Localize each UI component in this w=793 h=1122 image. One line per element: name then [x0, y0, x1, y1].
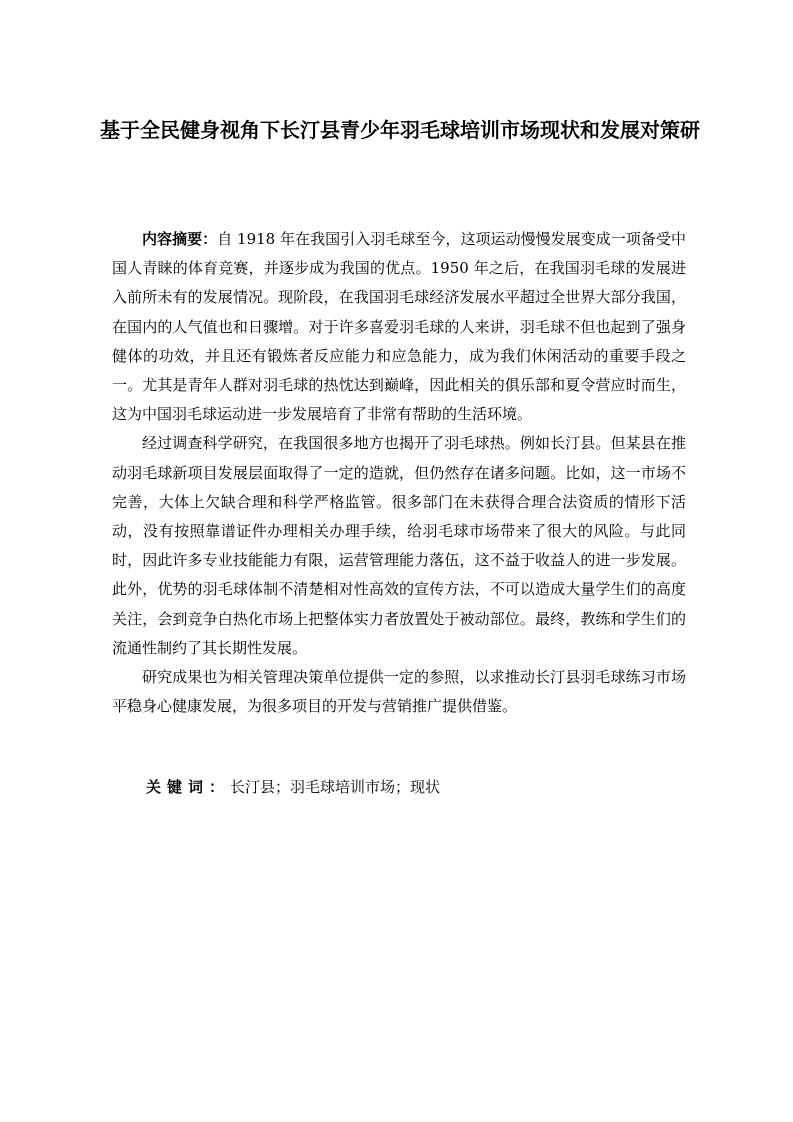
abstract-paragraph-2: 经过调查科学研究，在我国很多地方也揭开了羽毛球热。例如长汀县。但某县在推动羽毛球新项目发展层面取得了一定的造就，但仍然存在诸多问题。比如，这一市场不完善，大体上欠缺合理和科学严格监管。很多部门在未获得合理合法资质的情形下活动，没有按照靠谱证件办理相关办理手续，给羽毛球市场带来了很大的风险。与此同时，因此许多专业技能能力有限，运营管理能力落伍，这不益于收益人的进一步发展。此外，优势的羽毛球体制不清楚相对性高效的宣传方法，不可以造成大量学生们的高度关注，会到竞争白热化市场上把整体实力者放置处于被动部位。最终，教练和学生们的流通性制约了其长期性发展。 — [112, 434, 686, 657]
keywords-label: 关键词： — [146, 778, 231, 796]
abstract-section — [112, 225, 686, 721]
keywords-value: 长汀县；羽毛球培训市场；现状 — [230, 778, 441, 796]
abstract-paragraph-1 — [112, 225, 686, 429]
keywords-line — [146, 775, 686, 799]
abstract-paragraph-3: 研究成果也为相关管理决策单位提供一定的参照，以求推动长汀县羽毛球练习市场平稳身心健康发展，为很多项目的开发与营销推广提供借鉴。 — [112, 668, 686, 716]
abstract-label: 内容摘要： — [142, 230, 218, 248]
document-title: 基于全民健身视角下长汀县青少年羽毛球培训市场现状和发展对策研 — [100, 118, 700, 142]
abstract-paragraph-1-text: 自 1918 年在我国引入羽毛球至今，这项运动慢慢发展变成一项备受中国人青睐的体育竞赛，并逐步成为我国的优点。1950 年之后，在我国羽毛球的发展进入前所未有的发展情况。现阶段，在我国羽毛球经济发展水平超过全世界大部分我国，在国内的人气值也和日骤增。对于许多喜爱羽毛球的人来讲，羽毛球不但也起到了强身健体的功效，并且还有锻炼者反应能力和应急能力，成为我们休闲活动的重要手段之一。尤其是青年人群对羽毛球的热忱达到巅峰，因此相关的俱乐部和夏令营应时而生，这为中国羽毛球运动进一步发展培育了非常有帮助的生活环境。 — [112, 230, 686, 424]
